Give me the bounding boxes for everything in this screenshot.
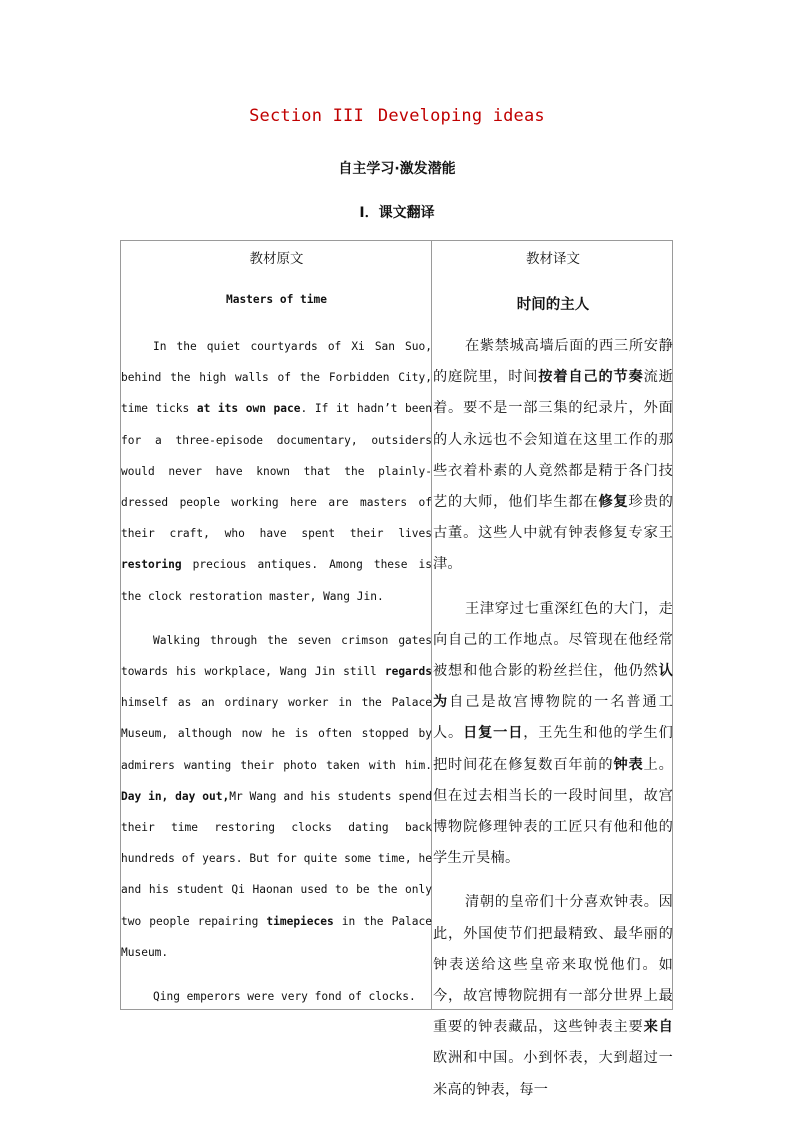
translation-highlight-phrase: 修复	[598, 494, 629, 511]
original-paragraph	[121, 981, 432, 1012]
original-text: In the quiet courtyards of Xi San Suo, behind the high walls of the Forbidden City, time ticks	[121, 340, 432, 416]
section-label: I．课文翻译	[359, 205, 435, 221]
original-title: Masters of time	[225, 293, 328, 306]
translation-text: 在紫禁城高墙后面的西三所安静的庭院里，时间	[433, 338, 673, 386]
original-text: Mr Wang and his students spend their time restoring clocks dating back hundreds of years. But for quite some time, he and his student Qi Haonan used to be the only two people repairing	[121, 789, 432, 928]
original-text: precious antiques. Among these is the clock restoration master, Wang Jin.	[121, 558, 432, 603]
original-highlight-phrase: at its own pace	[196, 402, 301, 416]
original-header: 教材原文	[249, 251, 304, 267]
original-paragraphs	[121, 331, 432, 1025]
section-title: Developing ideas	[377, 106, 545, 126]
translation-text: 珍贵的古董。这些人中就有钟表修复专家王津。	[433, 494, 673, 573]
translation-column	[433, 241, 674, 1098]
translation-highlight-phrase: 按着自己的节奏	[538, 369, 644, 386]
original-text: . If it hadn’t been for a three-episode documentary, outsiders would never have known that the plainly-dressed people working here are masters of their craft, who have spent their lives	[121, 402, 432, 541]
original-highlight-phrase: restoring	[121, 558, 182, 572]
section-number: Section III	[249, 106, 364, 126]
original-column	[121, 241, 432, 1009]
translation-paragraphs	[433, 331, 673, 1119]
translation-highlight-phrase: 来自	[643, 1019, 673, 1036]
translation-text: ，王先生和他的学生们把时间花在修复数百年前的	[433, 725, 673, 773]
original-highlight-phrase: Day in, day out,	[121, 789, 230, 803]
translation-highlight-phrase: 认为	[433, 663, 673, 711]
original-text: Walking through the seven crimson gates towards his workplace, Wang Jin still	[121, 633, 432, 679]
original-text: Qing emperors were very fond of clocks.	[153, 990, 416, 1004]
translation-table	[120, 240, 674, 1098]
translation-text: 王津穿过七重深红色的大门，走向自己的工作地点。尽管现在他经常被想和他合影的粉丝拦住，他仍然	[433, 600, 673, 680]
translation-paragraph	[433, 594, 673, 875]
original-highlight-phrase: regards	[384, 665, 432, 679]
original-paragraph	[121, 625, 432, 968]
original-paragraph	[121, 331, 432, 612]
original-text: in the Palace Museum.	[121, 914, 432, 959]
translation-paragraph	[433, 887, 673, 1105]
translation-text: 清朝的皇帝们十分喜欢钟表。因此，外国使节们把最精致、最华丽的钟表送给这些皇帝来取悦他们。如今，故宫博物院拥有一部分世界上最重要的钟表藏品，这些钟表主要	[433, 894, 673, 1036]
translation-paragraph	[433, 331, 673, 581]
translation-text: 流逝着。要不是一部三集的纪录片，外面的人永远也不会知道在这里工作的那些衣着朴素的人竟然都是精于各门技艺的大师，他们毕生都在	[433, 369, 673, 511]
translation-text: 欧洲和中国。小到怀表，大到超过一米高的钟表，每一	[433, 1050, 673, 1098]
original-text: himself as an ordinary worker in the Palace Museum, although now he is often stopped by admirers wanting their photo taken with him.	[121, 696, 432, 772]
translation-text: 上。但在过去相当长的一段时间里，故宫博物院修理钟表的工匠只有他和他的学生亓昊楠。	[433, 756, 674, 867]
translation-title: 时间的主人	[516, 297, 590, 313]
document-title	[0, 106, 794, 126]
translation-text: 自己是故宫博物院的一名普通工人。	[433, 694, 673, 742]
original-highlight-phrase: timepieces	[266, 914, 334, 928]
subheading: 自主学习·激发潜能	[338, 161, 456, 177]
translation-highlight-phrase: 钟表	[613, 756, 644, 773]
translation-header: 教材译文	[526, 251, 580, 267]
translation-highlight-phrase: 日复一日	[463, 725, 524, 742]
